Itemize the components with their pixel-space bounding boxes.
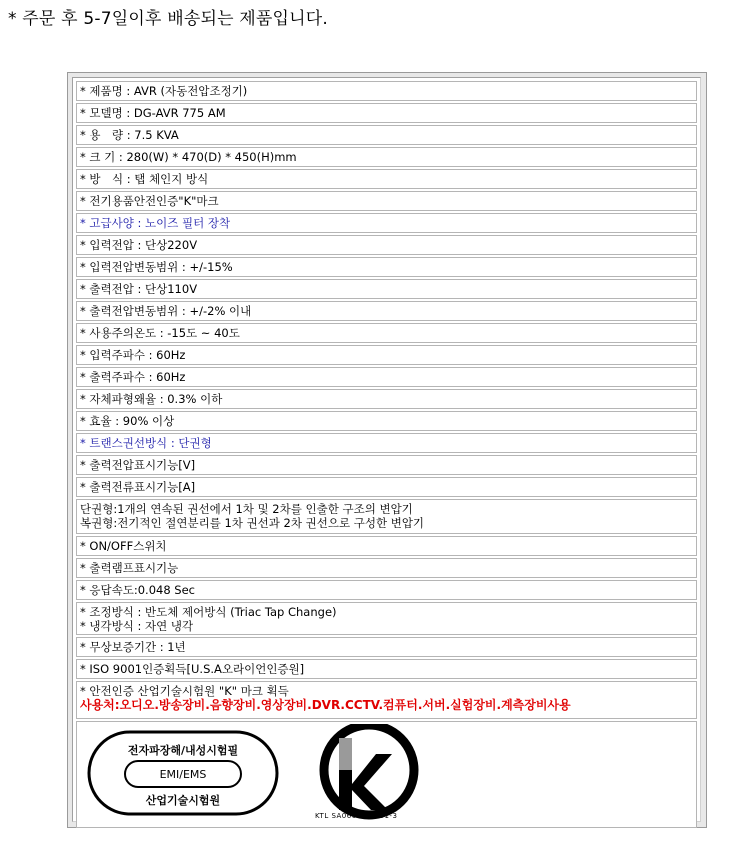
spec-row-input-frequency: * 입력주파수 : 60Hz — [76, 345, 697, 365]
usage-line: 사용처:오디오.방송장비.음향장비.영상장비.DVR.CCTV.컴퓨터.서버.실험장비.계측장비사용 — [80, 698, 571, 712]
spec-row-temperature: * 사용주의온도 : -15도 ~ 40도 — [76, 323, 697, 343]
shipping-notice: * 주문 후 5-7일이후 배송되는 제품입니다. — [8, 9, 329, 29]
spec-row-distortion: * 자체파형왜율 : 0.3% 이하 — [76, 389, 697, 409]
spec-row-efficiency: * 효율 : 90% 이상 — [76, 411, 697, 431]
spec-row-voltage-display: * 출력전압표시기능[V] — [76, 455, 697, 475]
control-method: * 조정방식 : 반도체 제어방식 (Triac Tap Change) — [80, 605, 337, 619]
spec-row-output-frequency: * 출력주파수 : 60Hz — [76, 367, 697, 387]
spec-row-input-range: * 입력전압변동범위 : +/-15% — [76, 257, 697, 277]
emi-ems-badge — [87, 730, 279, 816]
spec-row-winding: * 트랜스권선방식 : 단권형 — [76, 433, 697, 453]
spec-row-method: * 방 식 : 탭 체인지 방식 — [76, 169, 697, 189]
spec-row-lamp: * 출력램프표시기능 — [76, 558, 697, 578]
spec-row-model: * 모델명 : DG-AVR 775 AM — [76, 103, 697, 123]
spec-row-product-name: * 제품명 : AVR (자동전압조정기) — [76, 81, 697, 101]
cert-line: * 안전인증 산업기술시험원 "K" 마크 획득 — [80, 684, 289, 698]
spec-row-size: * 크 기 : 280(W) * 470(D) * 450(H)mm — [76, 147, 697, 167]
winding-note — [76, 499, 697, 534]
k-mark-logo — [309, 724, 429, 824]
spec-row-certification — [76, 681, 697, 719]
spec-row-output-voltage: * 출력전압 : 단상110V — [76, 279, 697, 299]
spec-row-noise-filter: * 고급사양 : 노이즈 필터 장착 — [76, 213, 697, 233]
winding-note-isolation: 복권형:전기적인 절연분리를 1차 권선과 2차 권선으로 구성한 변압기 — [80, 516, 425, 530]
spec-row-input-voltage: * 입력전압 : 단상220V — [76, 235, 697, 255]
spec-row-response: * 응답속도:0.048 Sec — [76, 580, 697, 600]
spec-panel — [67, 72, 707, 828]
spec-row-switch: * ON/OFF스위치 — [76, 536, 697, 556]
spec-row-iso: * ISO 9001인증획득[U.S.A오라이언인증원] — [76, 659, 697, 679]
certification-logos — [76, 721, 697, 828]
emi-badge-middle: EMI/EMS — [159, 768, 207, 781]
emi-badge-top: 전자파장해/내성시험필 — [127, 744, 239, 757]
spec-row-capacity: * 용 량 : 7.5 KVA — [76, 125, 697, 145]
emi-badge-bottom: 산업기술시험원 — [145, 794, 221, 807]
spec-row-output-range: * 출력전압변동범위 : +/-2% 이내 — [76, 301, 697, 321]
winding-note-autotransformer: 단권형:1개의 연속된 권선에서 1차 및 2차를 인출한 구조의 변압기 — [80, 502, 413, 516]
spec-row-k-mark: * 전기용품안전인증"K"마크 — [76, 191, 697, 211]
spec-table — [72, 77, 701, 822]
spec-row-control — [76, 602, 697, 635]
spec-row-current-display: * 출력전류표시기능[A] — [76, 477, 697, 497]
k-mark-caption: KTL SA06012-3001-3 — [315, 812, 398, 820]
cooling-method: * 냉각방식 : 자연 냉각 — [80, 619, 194, 633]
spec-row-warranty: * 무상보증기간 : 1년 — [76, 637, 697, 657]
